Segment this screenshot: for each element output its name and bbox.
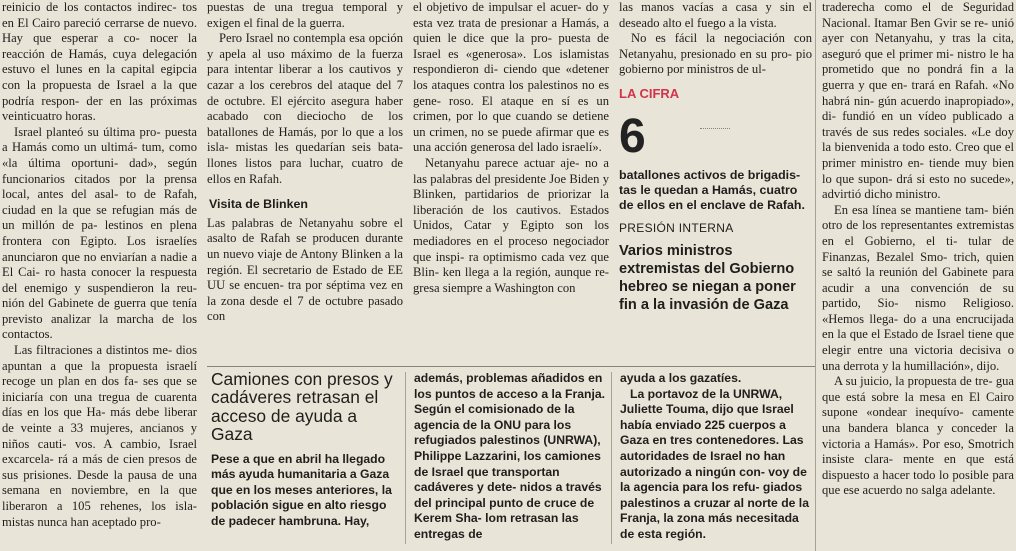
article-column-4 — [619, 0, 812, 366]
sidebar-label: PRESIÓN INTERNA — [619, 220, 734, 235]
box-paragraph: Pese a que en abril ha llegado más ayuda humanitaria a Gaza que en los meses anteriores, la población sigue en alto riesgo de padecer hambruna. Hay, — [211, 451, 392, 528]
box-column-1 — [211, 366, 401, 530]
article-column-1 — [2, 0, 197, 551]
paragraph: Netanyahu parece actuar aje- no a las palabras del presidente Joe Biden y Blinken, partidarios de priorizar la liberación de los cautivos. Estados Unidos, Catar y Egipto son los mediadores en el proceso negociador que inspi- ra optimismo cada vez que Blin- ken llega a la región, aunque re- gresa siempre a Washington con — [413, 155, 609, 295]
paragraph: No es fácil la negociación con Netanyahu, presionado en su pro- pio gobierno por ministros de ul- — [619, 31, 812, 77]
cifra-number: 6 — [619, 109, 646, 163]
paragraph: puestas de una tregua temporal y exigen el final de la guerra. — [207, 0, 403, 30]
paragraph: reinicio de los contactos indirec- tos en El Cairo pareció cerrarse de nuevo. Hay que esperar a co- nocer la reacción de Hamás, cuya delegación estuvo el lunes en la capital egipcia con la propuesta de Israel a la que podría respon- der en las próximas veinticuatro horas. — [2, 0, 197, 124]
box-headline: Camiones con presos y cadáveres retrasan el acceso de ayuda a Gaza — [211, 369, 393, 445]
paragraph: Las palabras de Netanyahu sobre el asalto de Rafah se producen durante un nuevo viaje de Antony Blinken a la región. El secretario de Estado de EE UU se encuen- tra por séptima vez en la zona desde el 7 de octubre pasado con — [207, 215, 403, 324]
paragraph: Pero Israel no contempla esa opción y apela al uso máximo de la fuerza para intentar liberar a los cautivos y cazar a los cerebros del ataque del 7 de octubre. El ejército asegura haber acabado con dieciocho de los batallones de Hamás, por lo que a los isla- mistas les quedarían seis bata- llones listos para luchar, cuatro de ellos en Rafah. — [207, 31, 403, 186]
paragraph: A su juicio, la propuesta de tre- gua que está sobre la mesa en El Cairo supone «ondear inequívo- camente una bandera blanca y conceder la victoria a Hamás». Por eso, Smotrich insiste clara- mente en que está dispuesto a hacer todo lo posible para que ese acuerdo no salga adelante. — [822, 374, 1014, 498]
box-paragraph: ayuda a los gazatíes. — [620, 371, 742, 385]
box-paragraph: además, problemas añadidos en los puntos de acceso a la Franja. Según el comisionado de la agencia de la ONU para los refugiados palestinos (UNRWA), Philippe Lazzarini, los camiones de Israel que transportan cadáveres y dete- nidos a través del principal punto de cruce de Kerem Sha- lom retrasan las entregas de — [414, 371, 606, 541]
paragraph: Israel planteó su última pro- puesta a Hamás como un ultimá- tum, como «la última oportuni- dad», según funcionarios citados por la prensa local, antes del asal- to de Rafah, ciudad en la que se refugian más de un millón de pa- lestinos en plena frontera con Egipto. Los israelíes anunciaron que no enviarían a nadie a El Cai- ro hasta conocer la respuesta del enemigo y suspendieron la reu- nión del Gabinete de guerra que tenía previsto analizar la marcha de los contactos. — [2, 124, 197, 342]
column-divider — [815, 0, 816, 551]
paragraph: traderecha como el de Seguridad Nacional. Itamar Ben Gvir se re- unió ayer con Netanyahu, y tras la cita, aseguró que el primer mi- nistro le ha prometido que no pondrá fin a la guerra y que en- trará en Rafah. «No habrá nin- gún acuerdo inapropiado», di- fundió en un vídeo publicado a través de sus redes sociales. «Le doy la bienvenida a todo esto. Creo que el primer ministro en- tiende muy bien lo que supon- drá si esto no sucede», advirtió dicho ministro. — [822, 0, 1014, 202]
column-divider — [405, 372, 406, 544]
box-column-3 — [620, 371, 810, 543]
cifra-kicker: LA CIFRA — [619, 85, 680, 101]
dotted-separator — [700, 128, 730, 129]
paragraph: las manos vacías a casa y sin el deseado alto el fuego a la vista. — [619, 0, 812, 30]
paragraph: Las filtraciones a distintos me- dios apuntan a que la propuesta israelí recoge un plan en dos fa- ses que se iniciaría con una tregua de cuarenta días en los que Ha- más debe liberar de veinte a 33 mujeres, ancianos y niños cauti- vos. A cambio, Israel excarcela- rá a más de cien presos de sus prisiones. Desde la pausa de una semana en noviembre, en la que liberaron a 105 rehenes, los isla- mistas nunca han aceptado pro- — [2, 343, 197, 529]
box-paragraph: La portavoz de la UNRWA, Juliette Touma, dijo que Israel había enviado 225 cuerpos a Gaza en tres contenedores. Las autoridades de Israel no han autorizado a ningún con- voy de la agencia para los refu- giados palestinos a cruzar al norte de la Franja, la zona más necesitada de esta región. — [620, 386, 809, 541]
article-column-2 — [207, 0, 403, 366]
paragraph: el objetivo de impulsar el acuer- do y esta vez trata de presionar a Hamás, a quien le dice que la pro- puesta de Israel es «generosa». Los islamistas respondieron di- ciendo que «detener los ataques contra los palestinos no es gene- roso. El ataque en sí es un crimen, por lo que cuando se detiene un crimen, no se puede afirmar que es una acción generosa del lado israelí». — [413, 0, 609, 155]
article-column-5 — [822, 0, 1014, 551]
paragraph: En esa línea se mantiene tam- bién otro de los representantes extremistas en el Gobierno, el ti- tular de Finanzas, Bezalel Smo- trich, quien se saltó la reunión del Gabinete para acudir a una convención de su partido, Sio- nismo Religioso. «Hemos llega- do a una encrucijada en la que el Estado de Israel tiene que elegir entre una victoria decisiva o una derrota y la humillación», dijo. — [822, 202, 1014, 373]
column-divider — [611, 372, 612, 544]
cifra-caption: batallones activos de brigadis- tas le quedan a Hamás, cuatro de ellos en el enclave de Rafah. — [619, 167, 805, 212]
sidebar-headline: Varios ministros extremistas del Gobierno hebreo se niegan a poner fin a la invasión de Gaza — [619, 243, 796, 314]
box-column-2 — [414, 371, 606, 543]
article-column-3 — [413, 0, 609, 366]
section-subheading: Visita de Blinken — [209, 197, 308, 212]
